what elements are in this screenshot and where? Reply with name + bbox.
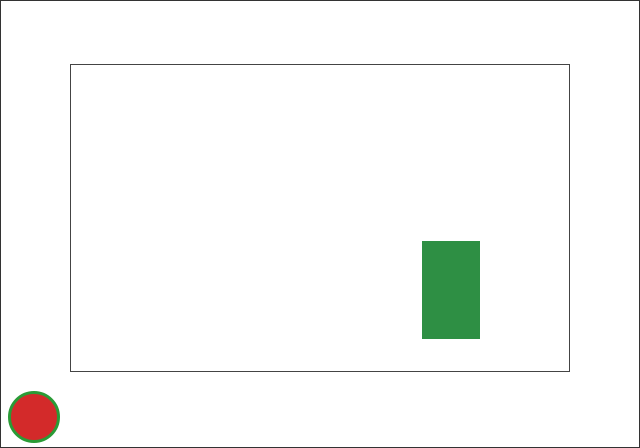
dreher-badge [8,391,60,443]
dreher-logo [2,390,66,444]
game-rules [261,105,561,111]
card-deck[interactable] [421,240,481,340]
center-panel [70,64,570,372]
equipment [287,243,437,249]
